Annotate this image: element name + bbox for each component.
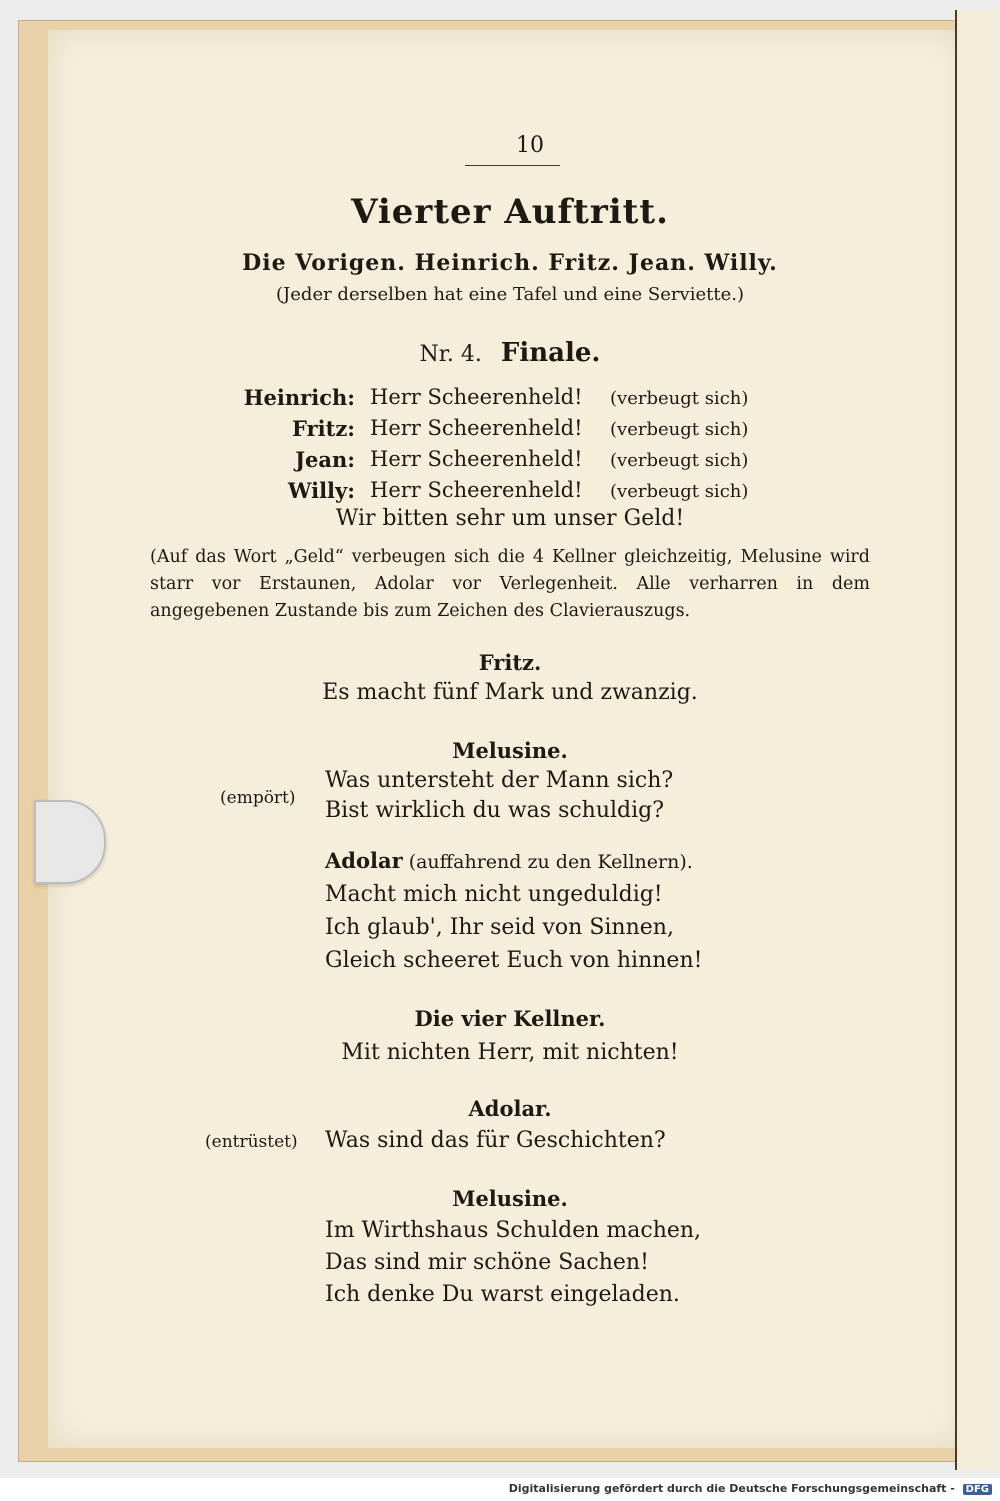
greeting-line: Herr Scheerenheld! [370, 385, 583, 409]
stage-direction-paragraph: (Auf das Wort „Geld“ verbeugen sich die 4 Kellner gleichzeitig, Melusine wird starr vor Erstaunen, Adolar vor Verlegenheit. Alle verharren in dem angegebenen Zustande bis zum Zeichen des Clavierauszugs. [150, 547, 870, 621]
number-label: Nr. 4. [419, 342, 482, 367]
verse-line: Ich denke Du warst eingeladen. [325, 1282, 680, 1307]
greeting-speaker: Heinrich: [243, 385, 355, 410]
greeting-speaker: Willy: [287, 478, 355, 503]
verse-line: Bist wirklich du was schuldig? [325, 798, 665, 823]
roles-line: Die Vorigen. Heinrich. Fritz. Jean. Willy. [242, 250, 778, 276]
chorus-line: Wir bitten sehr um unser Geld! [335, 506, 685, 531]
page-number-rule [465, 165, 560, 166]
speaker-heading-with-direction [325, 848, 693, 873]
speaker-heading: Die vier Kellner. [414, 1006, 606, 1031]
verse-line: Im Wirthshaus Schulden machen, [325, 1218, 702, 1243]
funding-footer [509, 1482, 992, 1495]
dfg-logo: DFG [963, 1484, 992, 1495]
verse-line: Macht mich nicht ungeduldig! [325, 882, 663, 907]
page-number: 10 [516, 133, 544, 158]
greeting-direction: (verbeugt sich) [610, 450, 749, 471]
roles-note: (Jeder derselben hat eine Tafel und eine Serviette.) [276, 284, 744, 305]
greeting-speaker: Fritz: [292, 416, 355, 441]
verse-line: Gleich scheeret Euch von hinnen! [325, 948, 703, 973]
verse-line: Das sind mir schöne Sachen! [325, 1250, 649, 1275]
verse-line: Mit nichten Herr, mit nichten! [341, 1040, 679, 1065]
verse-line: Ich glaub', Ihr seid von Sinnen, [325, 915, 674, 940]
speaker-name: Adolar [325, 848, 403, 873]
speaker-heading: Fritz. [478, 650, 542, 675]
number-heading [140, 338, 880, 368]
stage-direction: (auffahrend zu den Kellnern). [408, 851, 693, 873]
greeting-direction: (verbeugt sich) [610, 481, 749, 502]
scene-title: Vierter Auftritt. [351, 192, 669, 232]
greeting-line: Herr Scheerenheld! [370, 478, 583, 502]
greeting-line: Herr Scheerenheld! [370, 416, 583, 440]
verse-line: Es macht fünf Mark und zwanzig. [322, 680, 698, 705]
stage-direction: (entrüstet) [205, 1132, 298, 1152]
greeting-speaker: Jean: [295, 447, 355, 472]
speaker-heading: Melusine. [452, 1186, 568, 1211]
speaker-heading: Adolar. [468, 1096, 552, 1121]
greeting-direction: (verbeugt sich) [610, 388, 749, 409]
greeting-direction: (verbeugt sich) [610, 419, 749, 440]
speaker-heading: Melusine. [452, 738, 568, 763]
number-title: Finale. [500, 338, 601, 368]
facing-page-edge [955, 10, 997, 1470]
greeting-line: Herr Scheerenheld! [370, 447, 583, 471]
verse-line: Was sind das für Geschichten? [325, 1128, 666, 1153]
verse-line: Was untersteht der Mann sich? [325, 768, 674, 793]
stage-direction: (empört) [220, 788, 296, 808]
footer-text: Digitalisierung gefördert durch die Deutsche Forschungsgemeinschaft - [508, 1482, 955, 1495]
